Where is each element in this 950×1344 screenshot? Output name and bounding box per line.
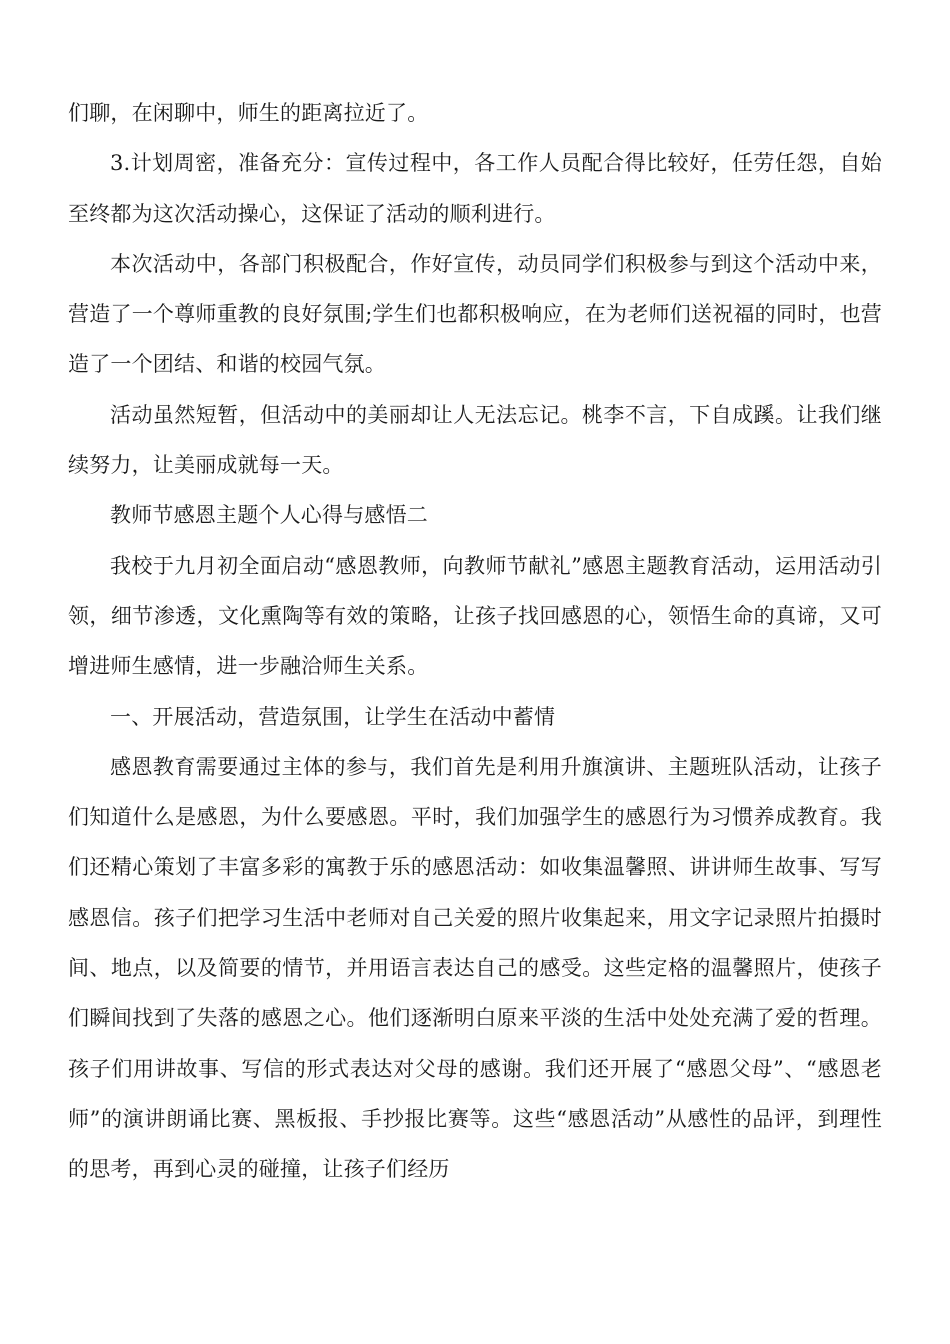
subsection-heading: 一、开展活动，营造氛围，让学生在活动中蓄情: [110, 704, 556, 729]
paragraph-intro: 我校于九月初全面启动“感恩教师，向教师节献礼”感恩主题教育活动，运用活动引领，细节渗透，文化熏陶等有效的策略，让孩子找回感恩的心，领悟生命的真谛，又可增进师生感情，进一步融洽师生关系。: [68, 553, 882, 679]
paragraph-activities: 感恩教育需要通过主体的参与，我们首先是利用升旗演讲、主题班队活动，让孩子们知道什么是感恩，为什么要感恩。平时，我们加强学生的感恩行为习惯养成教育。我们还精心策划了丰富多彩的寓教于乐的感恩活动：如收集温馨照、讲讲师生故事、写写感恩信。孩子们把学习生活中老师对自己关爱的照片收集起来，用文字记录照片拍摄时间、地点，以及简要的情节，并用语言表达自己的感受。这些定格的温馨照片，使孩子们瞬间找到了失落的感恩之心。他们逐渐明白原来平淡的生活中处处充满了爱的哲理。孩子们用讲故事、写信的形式表达对父母的感谢。我们还开展了“感恩父母”、“感恩老师”的演讲朗诵比赛、黑板报、手抄报比赛等。这些“感恩活动”从感性的品评，到理性的思考，再到心灵的碰撞，让孩子们经历: [68, 754, 882, 1182]
paragraph-cooperation: 本次活动中，各部门积极配合，作好宣传，动员同学们积极参与到这个活动中来，营造了一个尊师重教的良好氛围;学生们也都积极响应，在为老师们送祝福的同时，也营造了一个团结、和谐的校园气氛。: [68, 251, 882, 377]
section-heading: 教师节感恩主题个人心得与感悟二: [110, 503, 428, 528]
paragraph-continued: 们聊，在闲聊中，师生的距离拉近了。: [68, 101, 429, 125]
paragraph-plan-point-3: 3.计划周密，准备充分：宣传过程中，各工作人员配合得比较好，任劳任怨，自始至终都为这次活动操心，这保证了活动的顺利进行。: [68, 151, 882, 226]
document-body: [68, 88, 882, 1195]
paragraph-conclusion: 活动虽然短暂，但活动中的美丽却让人无法忘记。桃李不言，下自成蹊。让我们继续努力，让美丽成就每一天。: [68, 402, 882, 478]
